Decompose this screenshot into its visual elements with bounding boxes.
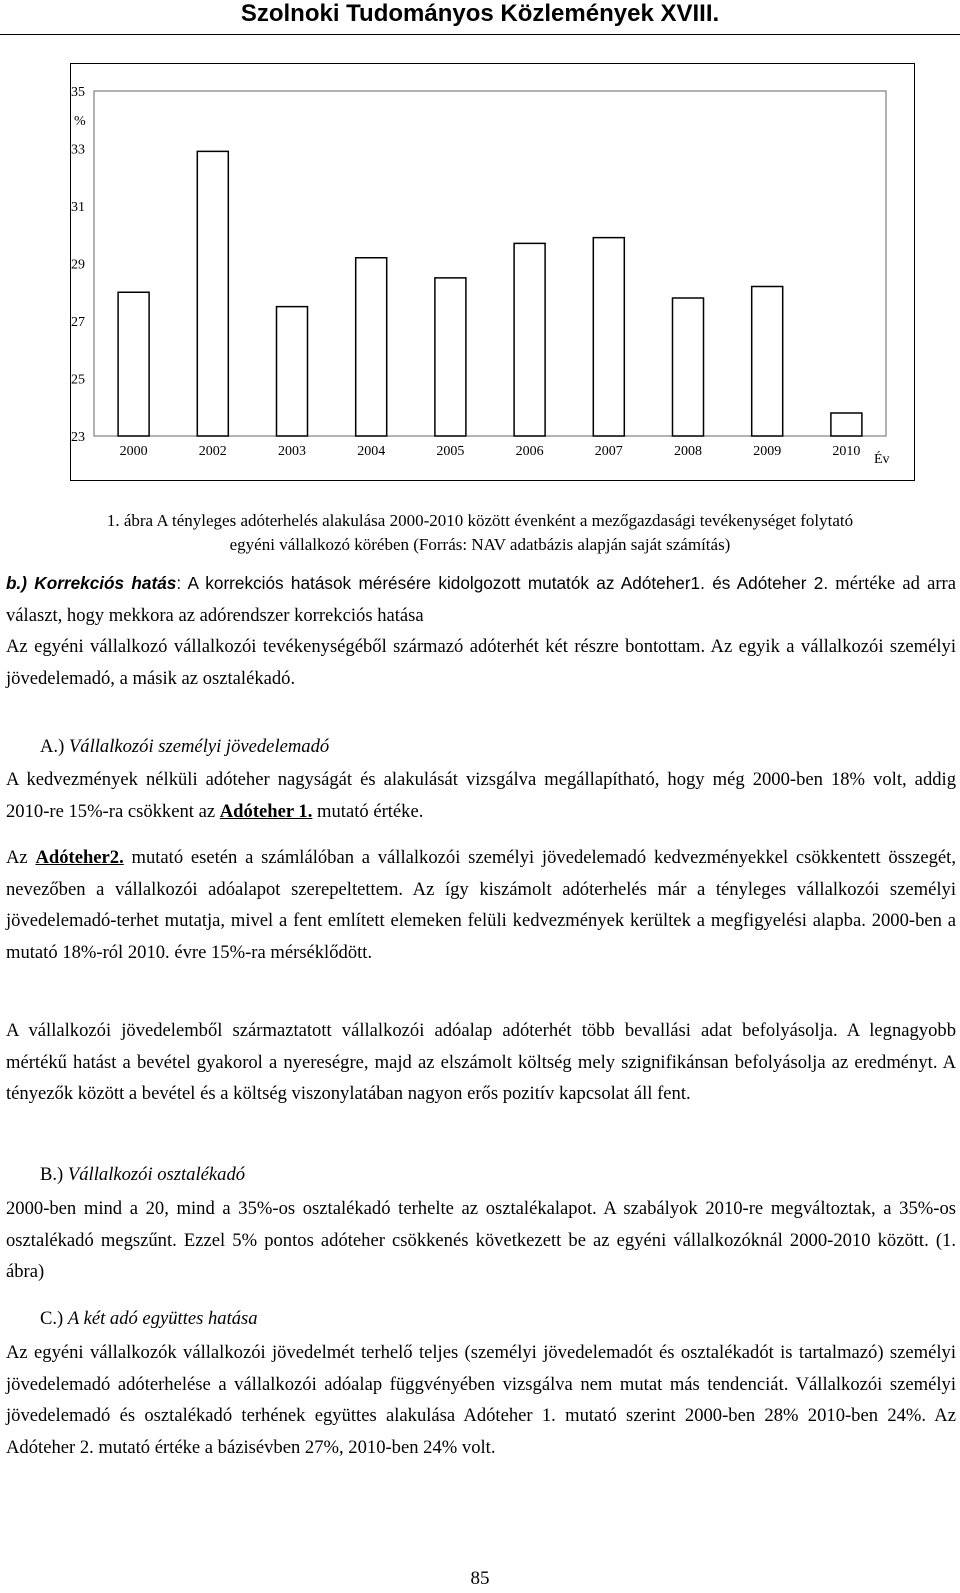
y-tick-label: 27 [71, 315, 85, 330]
bar-2005 [435, 278, 466, 436]
section-bb-label: B.) [40, 1164, 64, 1185]
bar-chart [71, 64, 916, 482]
section-c-title: A két adó együttes hatása [67, 1308, 258, 1329]
adoteher1-term: Adóteher 1. [219, 800, 313, 822]
paragraph-b1: 2000-ben mind a 20, mind a 35%-os osztalékadó terhelte az osztalékalapot. A szabályok 2010-re megváltoztak, a 35%-os osztalékadó megszűnt. Ezzel 5% pontos adóteher csökkenés következett be az egyéni vállalkozóknál 2000-2010 között. (1. ábra) [6, 1198, 956, 1282]
section-b-text-1: : A korrekciós hatások mérésére kidolgozott mutatók az Adóteher1. és Adóteher 2. [176, 573, 829, 593]
x-tick-label: 2010 [832, 444, 861, 459]
bar-2007 [593, 238, 624, 436]
section-a-heading [40, 732, 329, 762]
y-tick-label: 33 [71, 142, 85, 158]
section-b-paragraph [6, 568, 956, 631]
bar-2004 [356, 258, 387, 436]
x-tick-label: 2002 [198, 444, 227, 459]
bar-2000 [118, 292, 149, 436]
y-axis [71, 85, 86, 445]
y-tick-label: 35 [71, 85, 85, 100]
x-tick-label: 2009 [753, 444, 782, 459]
bar-2009 [752, 287, 783, 437]
paragraph-a3: A vállalkozói jövedelemből származtatott vállalkozói adóalap adóterhét több bevallási adat befolyásolja. A legnagyobb mértékű hatást a bevétel gyakorol a nyereségre, majd az elszámolt költség mely szignifikánsan befolyásolja az eredményt. A tényezők között a bevétel és a költség viszonylatában nagyon erős pozitív kapcsolat áll fent. [6, 1020, 956, 1104]
section-b-text-2: mértéke ad arra választ, hogy mekkora az adórendszer korrekciós hatása [6, 573, 956, 626]
bar-2010 [831, 413, 862, 436]
figure-caption-line-1: 1. ábra A tényleges adóterhelés alakulása 2000-2010 között évenként a mezőgazdasági tevékenységet folytató [106, 511, 854, 530]
paragraph-a2 [6, 842, 956, 968]
intro-paragraph: Az egyéni vállalkozó vállalkozói tevékenységéből származó adóterhét két részre bontottam. Az egyik a vállalkozói személyi jövedelemadó, a másik az osztalékadó. [6, 636, 956, 689]
x-tick-label: 2000 [119, 444, 148, 459]
paragraph-a2-rest: mutató esetén a számlálóban a vállalkozói személyi jövedelemadó kedvezményekkel csökkentett összegét, nevezőben a vállalkozói adóalapot szerepeltettem. Az így kiszámolt adóterhelés már a tényleges vállalkozói személyi jövedelemadó-terhet mutatja, mivel a fent említett elemeken felüli kedvezmények kerültek a megfigyelési alapba. 2000-ben a mutató 18%-ról 2010. évre 15%-ra mérséklődött. [6, 847, 956, 963]
section-bb-title: Vállalkozói osztalékadó [67, 1164, 246, 1185]
paragraph-a2-text: Az [6, 847, 36, 868]
paragraph-c1: Az egyéni vállalkozók vállalkozói jövedelmét terhelő teljes (személyi jövedelemadót és osztalékadót is tartalmazó) személyi jövedelemadó adóterhelése a vállalkozói adóalap függvényében vizsgálva nem mutat más tendenciát. Vállalkozói személyi jövedelemadó és osztalékadó terhének együttes alakulása Adóteher 1. mutató szerint 2000-ben 28% 2010-ben 24%. Az Adóteher 2. mutató értéke a bázisévben 27%, 2010-ben 24% volt. [6, 1342, 956, 1458]
x-axis [120, 444, 890, 467]
section-a-title: Vállalkozói személyi jövedelemadó [68, 736, 330, 757]
x-tick-label: 2006 [515, 444, 544, 459]
x-tick-label: 2003 [278, 444, 306, 459]
x-tick-label: 2005 [436, 444, 465, 459]
y-tick-label: 29 [71, 257, 85, 273]
y-tick-label: 31 [71, 200, 85, 215]
section-bb-heading [40, 1160, 245, 1190]
y-tick-label: 25 [71, 372, 85, 388]
section-c-label: C.) [40, 1308, 64, 1329]
section-c-heading [40, 1304, 258, 1334]
journal-title: Szolnoki Tudományos Közlemények XVIII. [240, 0, 720, 27]
paragraph-a1 [6, 764, 956, 827]
section-a-label: A.) [40, 736, 65, 757]
section-b-label: b.) Korrekciós hatás [6, 573, 177, 593]
bar-2008 [673, 298, 704, 436]
paragraph-a1-text: A kedvezmények nélküli adóteher nagyságát és alakulását vizsgálva megállapítható, hogy még 2000-ben 18% volt, addig 2010-re 15%-ra csökkent az [6, 769, 956, 822]
x-tick-label: 2007 [594, 444, 623, 459]
bar-2006 [514, 243, 545, 436]
bars [118, 151, 862, 436]
x-tick-label: 2008 [674, 444, 702, 459]
page-number: 85 [470, 1568, 490, 1589]
y-tick-label: 23 [71, 430, 85, 445]
bar-2003 [277, 307, 308, 436]
y-axis-label: % [74, 113, 86, 129]
bar-2002 [197, 151, 228, 436]
adoteher2-term: Adóteher2. [35, 847, 124, 868]
running-header [0, 0, 960, 35]
figure-caption-line-2: egyéni vállalkozó körében (Forrás: NAV adatbázis alapján saját számítás) [229, 535, 731, 554]
bar-chart-frame [70, 63, 915, 481]
x-axis-label: Év [874, 452, 890, 467]
paragraph-a1-rest: mutató értéke. [312, 800, 424, 822]
x-tick-label: 2004 [357, 444, 386, 459]
